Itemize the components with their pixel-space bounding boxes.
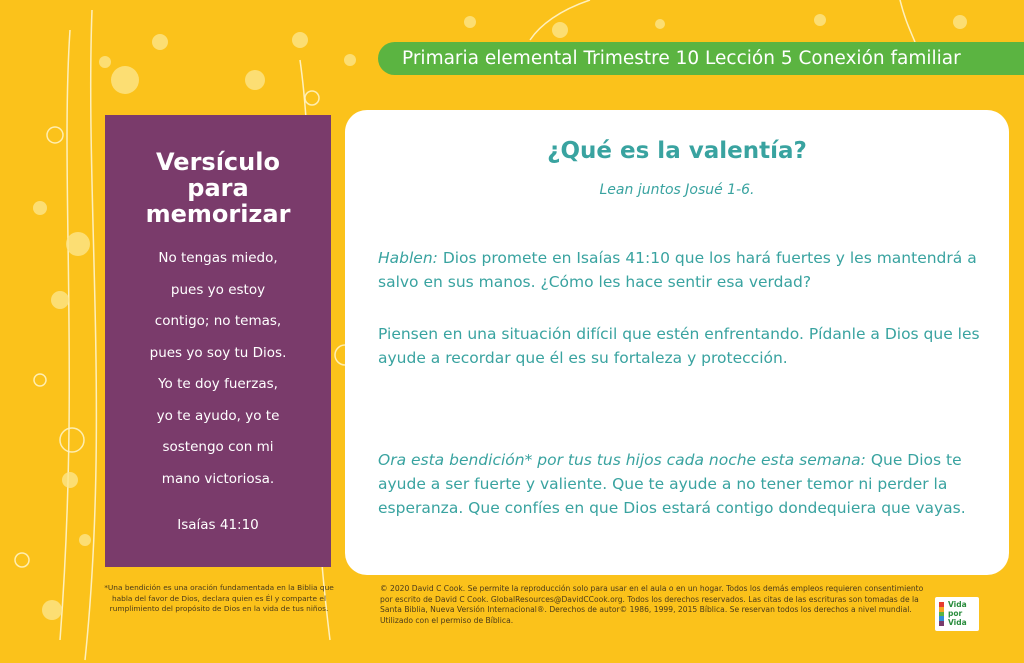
memory-verse-text — [119, 243, 317, 495]
copyright-notice: © 2020 David C Cook. Se permite la reproducción solo para usar en el aula o en un hogar. Todos los demás empleos requieren consentimiento por escrito de David C Cook. GlobalResources@DavidCCook.org. Todos los derechos reservados. Las citas de las escrituras son tomadas de la Santa Biblia, Nueva Versión Internacional®. Derechos de autor© 1986, 1999, 2015 Bíblica. Se reservan todos los derechos a nivel mundial. Utilizado con el permiso de Bíblica. — [380, 584, 924, 625]
lesson-banner: Primaria elemental Trimestre 10 Lección 5 Conexión familiar — [378, 42, 1024, 75]
verse-line: pues yo soy tu Dios. — [149, 344, 287, 361]
vida-por-vida-logo — [935, 597, 979, 631]
verse-line: contigo; no temas, — [154, 313, 282, 329]
verse-line: Yo te doy fuerzas, — [158, 376, 278, 392]
verse-line: mano victoriosa. — [161, 470, 275, 487]
memory-verse-title — [105, 149, 331, 227]
logo-line: Vida — [948, 618, 967, 627]
prayer-label: Ora esta bendición* por tus tus hijos cada noche esta semana: — [378, 451, 866, 469]
verse-reference: Isaías 41:10 — [177, 517, 259, 533]
logo-line: Vida — [948, 600, 967, 609]
panel-title: ¿Qué es la valentía? — [547, 138, 807, 164]
verse-line: pues yo estoy — [170, 281, 266, 298]
logo-color-bar — [939, 621, 944, 626]
lesson-panel — [345, 110, 1009, 575]
verse-title-line: Versículo — [156, 148, 280, 176]
verse-line: yo te ayudo, yo te — [156, 407, 280, 424]
blessing-footnote: *Una bendición es una oración fundamentada en la Biblia que habla del favor de Dios, declara quien es Él y comparte el rumplimiento del propósito de Dios en la vida de tus niños. — [104, 583, 334, 613]
think-paragraph: Piensen en una situación difícil que estén enfrentando. Pídanle a Dios que les ayude a recordar que él es su fortaleza y protección. — [378, 325, 980, 367]
panel-subtitle: Lean juntos Josué 1-6. — [599, 182, 755, 198]
logo-line: por — [948, 609, 963, 618]
verse-title-line: para — [187, 174, 249, 202]
logo-text — [948, 600, 967, 627]
logo-color-bars — [939, 602, 944, 626]
verse-line: sostengo con mi — [162, 439, 274, 455]
prayer-text: Que Dios te ayude a ser fuerte y valiente. Que te ayude a no tener temor ni perder la esperanza. Que confíes en que Dios estará contigo dondequiera que vayas. — [378, 451, 966, 517]
talk-paragraph — [378, 246, 983, 294]
talk-label: Hablen: — [378, 249, 438, 267]
verse-title-line: memorizar — [145, 200, 291, 228]
prayer-paragraph — [378, 448, 983, 520]
talk-text: Dios promete en Isaías 41:10 que los hará fuertes y les mantendrá a salvo en sus manos. ¿Cómo les hace sentir esa verdad? — [378, 249, 977, 291]
verse-line: No tengas miedo, — [158, 250, 278, 266]
memory-verse-card — [105, 115, 331, 567]
